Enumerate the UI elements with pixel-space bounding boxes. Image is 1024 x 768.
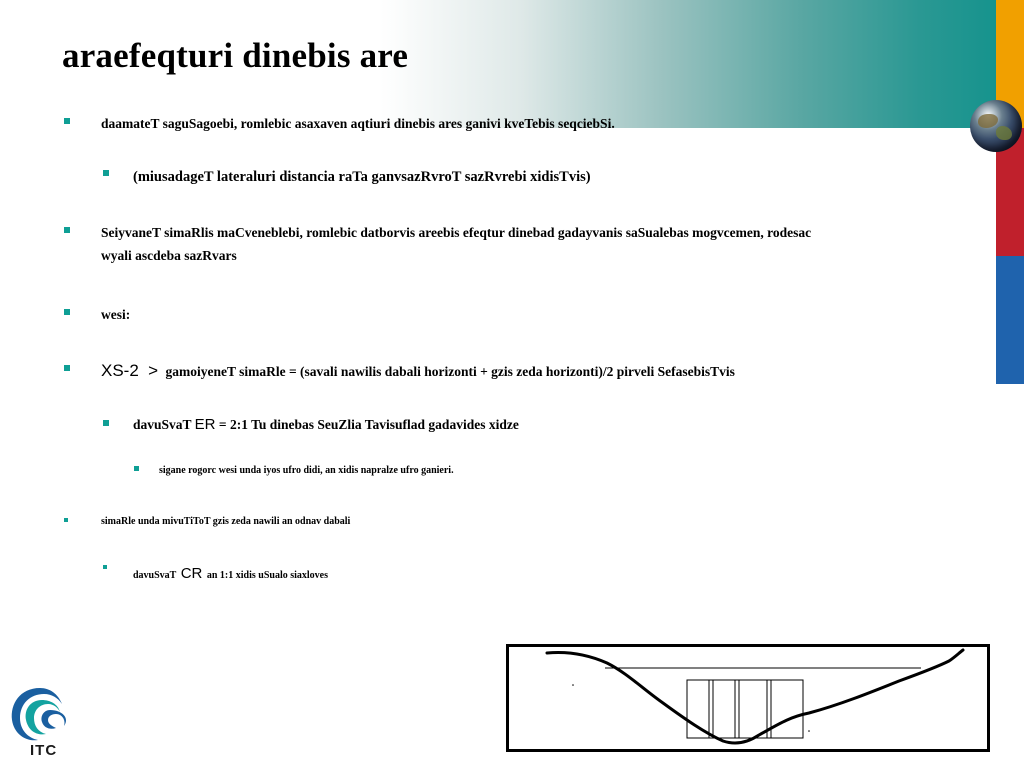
river-bed-profile [547,650,963,743]
bullet-9-body: an 1:1 xidis uSualo siaxloves [206,570,329,581]
bullet-8-text: simaRle unda mivuTiToT gzis zeda nawili an odnav dabali [101,516,351,527]
bullet-3-line-2: wyali ascdeba sazRvars [101,247,237,263]
bullet-5-text [101,360,735,382]
bullet-1-text: daamateT saguSagoebi, romlebic asaxaven aqtiuri dinebis ares ganivi kveTebis seqciebSi. [101,116,615,131]
bullet-marker [64,365,70,371]
bullet-marker [103,565,107,569]
bullet-marker [64,518,68,522]
bullet-7 [134,462,454,479]
bullet-9 [103,560,328,587]
bullet-3-line-1: SeiyvaneT simaRlis maCveneblebi, romlebic datborvis areebis efeqtur dinebad gadayvanis saSualebas mogvcemen, rodesac [101,225,812,240]
globe-icon [970,100,1022,152]
xs-code: XS-2 [101,361,139,380]
bullet-4 [64,304,130,327]
bullet-6-body: = 2:1 Tu dinebas SeuZlia Tavisuflad gadavides xidze [218,417,519,432]
bullet-marker [64,118,70,124]
bullet-marker [103,170,109,176]
bullet-8 [64,513,350,530]
bullet-5-body: gamoiyeneT simaRle = (savali nawilis dabali horizonti + gzis zeda horizonti)/2 pirveli SefasebisTvis [165,364,735,379]
arrow-symbol: > [148,361,159,380]
cr-code: CR [180,565,203,582]
bridge-cross-section-figure [506,644,990,752]
bullet-marker [103,420,109,426]
bullet-marker [64,309,70,315]
bullet-3-text [101,222,811,268]
bullet-3 [64,222,914,268]
cross-section-drawing [509,647,987,749]
itc-logo-text: ITC [30,742,58,759]
bullet-5 [64,360,735,382]
speck [572,684,574,686]
er-code: ER [194,416,216,433]
bullet-9-pre: davuSvaT [133,570,177,581]
bullet-6 [103,415,519,435]
bullet-1 [64,113,615,136]
bullet-marker [64,227,70,233]
accent-band-blue [996,256,1024,384]
bullet-6-pre: davuSvaT [133,417,192,432]
bullet-7-text: sigane rogorc wesi unda iyos ufro didi, an xidis napralze ufro ganieri. [159,465,454,476]
slide-title: araefeqturi dinebis are [62,36,409,75]
bullet-marker [134,466,139,471]
bullet-4-text: wesi: [101,307,131,322]
bullet-2 [103,165,591,190]
bullet-6-text [133,415,519,435]
speck [808,730,810,732]
bullet-2-text: (miusadageT lateraluri distancia raTa ganvsazRvroT sazRvrebi xidisTvis) [133,169,591,185]
bullet-9-text [133,560,328,587]
